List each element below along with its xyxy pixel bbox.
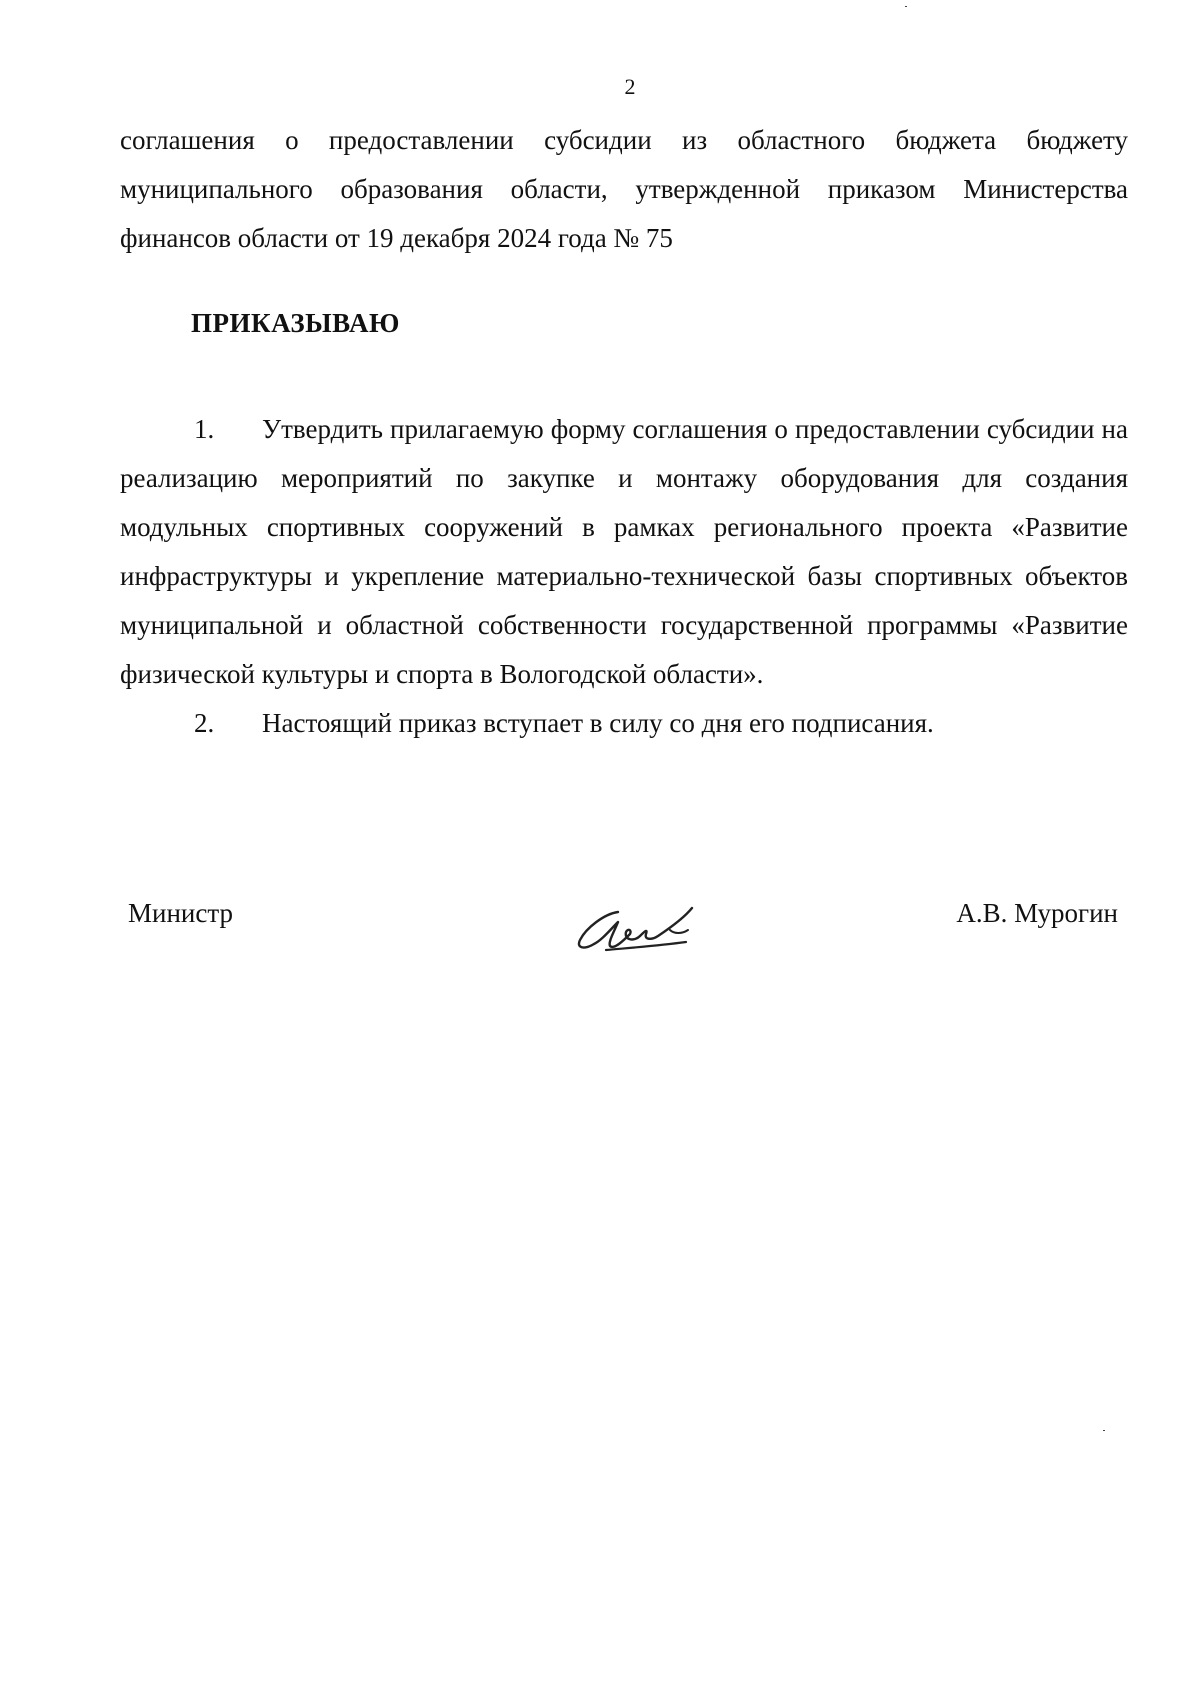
order-item-number: 1. — [194, 414, 215, 444]
signer-position: Министр — [128, 898, 233, 928]
intro-paragraph — [120, 116, 1128, 263]
handwritten-signature — [574, 900, 714, 970]
signer-name: А.В. Мурогин — [956, 898, 1118, 928]
order-item-text: Утвердить прилагаемую форму соглашения о предоставлении субсидии на реализацию мероприятий по закупке и монтажу оборудования для создания модульных спортивных сооружений в рамках регионального проекта «Развитие инфраструктуры и укрепление материально-технической базы спортивных объектов муниципальной и областной собственности государственной программы «Развитие физической культуры и спорта в Вологодской области». — [120, 414, 1128, 689]
page-number: 2 — [624, 74, 636, 99]
scan-speck — [1103, 1430, 1105, 1431]
intro-text: соглашения о предоставлении субсидии из областного бюджета бюджету муниципального образования области, утвержденной приказом Министерства финансов области от 19 декабря 2024 года № 75 — [120, 125, 1128, 253]
scan-speck — [905, 6, 907, 7]
order-items — [120, 405, 1128, 748]
order-item-1 — [120, 405, 1128, 699]
order-item-2 — [120, 699, 1128, 748]
order-item-number: 2. — [194, 708, 215, 738]
order-heading: ПРИКАЗЫВАЮ — [191, 308, 400, 338]
order-item-text: Настоящий приказ вступает в силу со дня его подписания. — [262, 708, 934, 738]
